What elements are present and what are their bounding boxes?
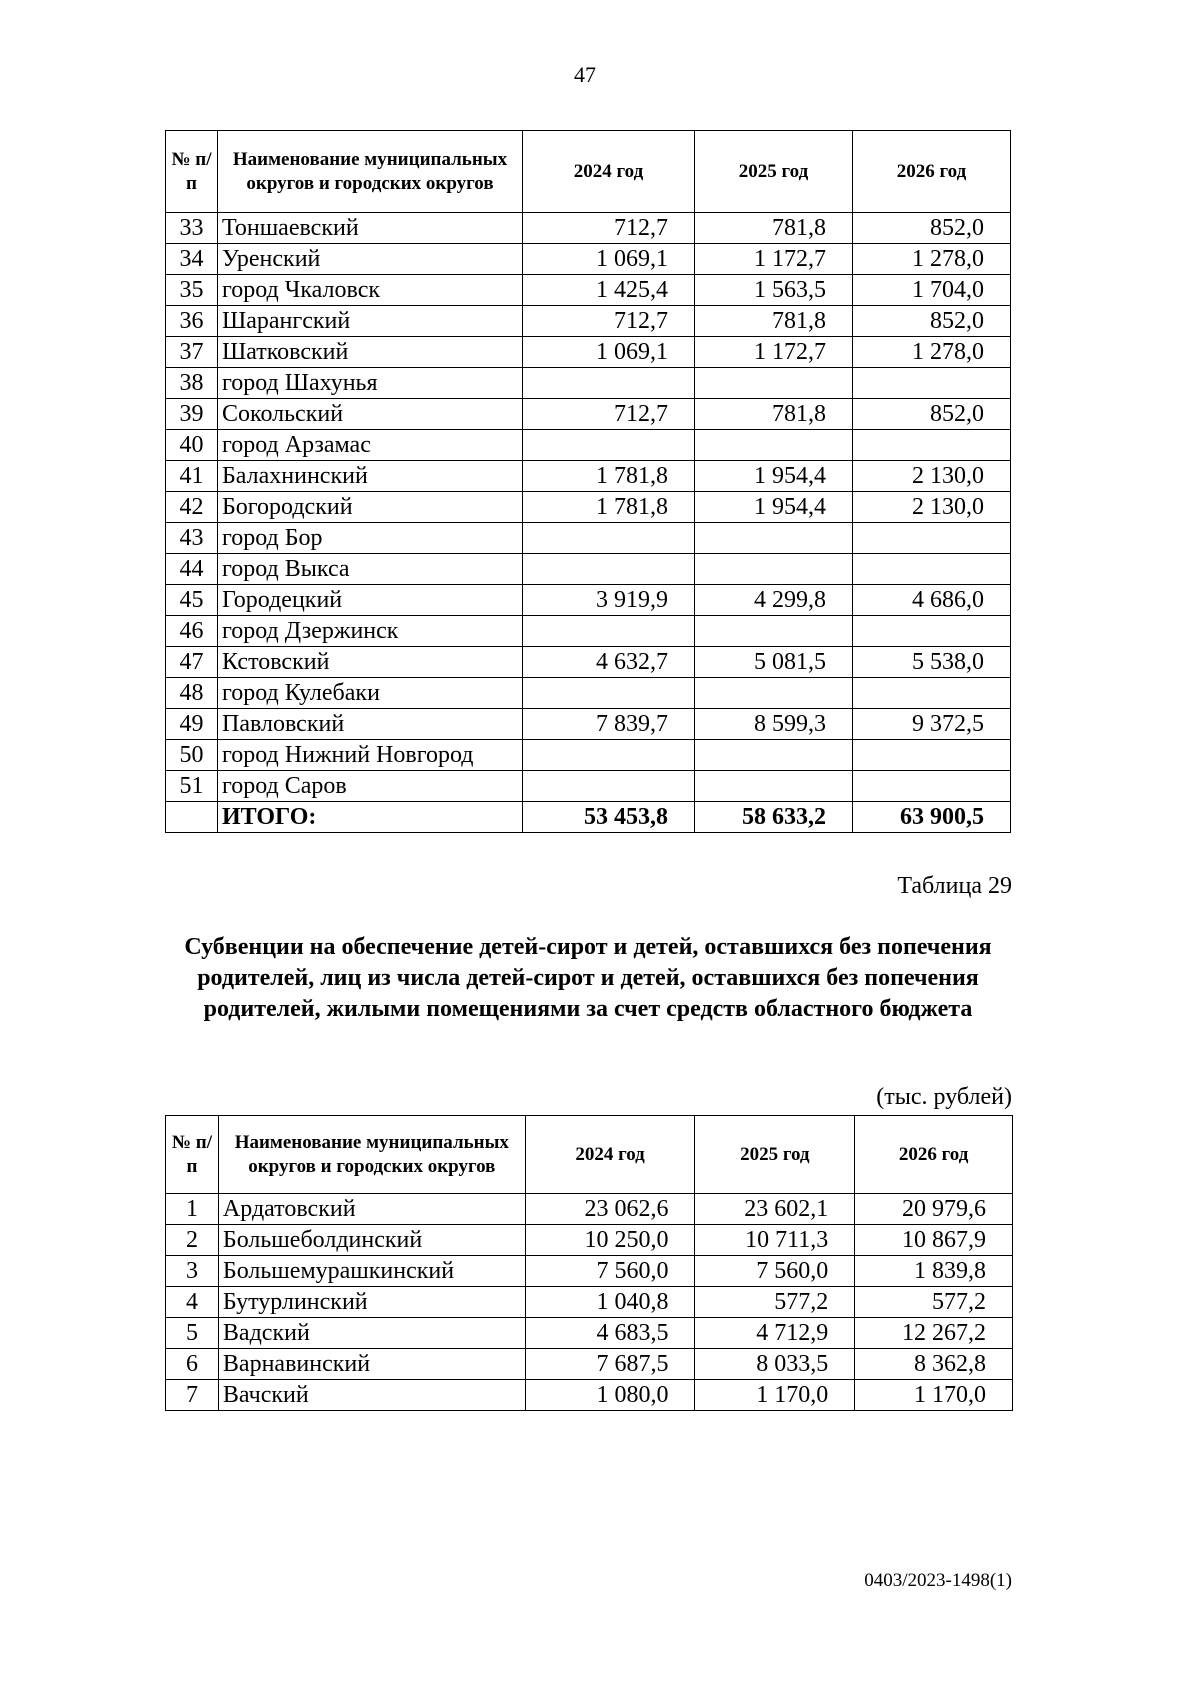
row-number: 47 — [166, 647, 218, 678]
value-2024: 1 040,8 — [525, 1287, 695, 1318]
row-number: 46 — [166, 616, 218, 647]
value-2024 — [523, 523, 695, 554]
district-name: Балахнинский — [218, 461, 523, 492]
table-row — [166, 1194, 1013, 1225]
page-number: 47 — [574, 62, 596, 87]
district-name: город Арзамас — [218, 430, 523, 461]
table-row — [166, 399, 1011, 430]
district-name: город Саров — [218, 771, 523, 802]
value-2026: 5 538,0 — [853, 647, 1011, 678]
row-number: 45 — [166, 585, 218, 616]
header-2024: 2024 год — [525, 1116, 695, 1194]
district-name: Сокольский — [218, 399, 523, 430]
district-name: Городецкий — [218, 585, 523, 616]
value-2024 — [523, 678, 695, 709]
value-2026: 1 278,0 — [853, 244, 1011, 275]
row-number: 38 — [166, 368, 218, 399]
district-name: Богородский — [218, 492, 523, 523]
units-label: (тыс. рублей) — [876, 1084, 1012, 1110]
value-2026: 852,0 — [853, 213, 1011, 244]
value-2025 — [695, 523, 853, 554]
value-2026: 852,0 — [853, 306, 1011, 337]
table-29 — [165, 1115, 1013, 1411]
district-name: Павловский — [218, 709, 523, 740]
value-2025: 5 081,5 — [695, 647, 853, 678]
value-2025 — [695, 771, 853, 802]
value-2025: 1 172,7 — [695, 244, 853, 275]
row-number: 49 — [166, 709, 218, 740]
table-continued — [165, 130, 1011, 833]
table-row — [166, 709, 1011, 740]
value-2024: 1 781,8 — [523, 461, 695, 492]
district-name: Большемурашкинский — [218, 1256, 525, 1287]
row-number: 34 — [166, 244, 218, 275]
district-name: город Шахунья — [218, 368, 523, 399]
header-2024: 2024 год — [523, 131, 695, 213]
district-name: Вачский — [218, 1380, 525, 1411]
value-2024: 7 687,5 — [525, 1349, 695, 1380]
row-number: 2 — [166, 1225, 219, 1256]
value-2024 — [523, 740, 695, 771]
table-row — [166, 213, 1011, 244]
value-2025: 781,8 — [695, 306, 853, 337]
value-2025: 8 599,3 — [695, 709, 853, 740]
value-2025: 781,8 — [695, 399, 853, 430]
total-row — [166, 802, 1011, 833]
row-number: 1 — [166, 1194, 219, 1225]
value-2025: 577,2 — [695, 1287, 855, 1318]
table-row — [166, 523, 1011, 554]
value-2026 — [853, 554, 1011, 585]
header-2026: 2026 год — [855, 1116, 1013, 1194]
table-row — [166, 771, 1011, 802]
header-num: № п/п — [166, 131, 218, 213]
table-row — [166, 244, 1011, 275]
district-name: Уренский — [218, 244, 523, 275]
value-2026: 1 170,0 — [855, 1380, 1013, 1411]
table-row — [166, 337, 1011, 368]
value-2026: 12 267,2 — [855, 1318, 1013, 1349]
row-number: 6 — [166, 1349, 219, 1380]
value-2026: 2 130,0 — [853, 492, 1011, 523]
district-name: Тоншаевский — [218, 213, 523, 244]
value-2024: 23 062,6 — [525, 1194, 695, 1225]
district-name: Бутурлинский — [218, 1287, 525, 1318]
district-name: город Дзержинск — [218, 616, 523, 647]
row-number: 42 — [166, 492, 218, 523]
district-name: Большеболдинский — [218, 1225, 525, 1256]
row-number: 50 — [166, 740, 218, 771]
value-2025: 23 602,1 — [695, 1194, 855, 1225]
value-2024: 4 632,7 — [523, 647, 695, 678]
value-2024: 3 919,9 — [523, 585, 695, 616]
value-2026: 1 839,8 — [855, 1256, 1013, 1287]
value-2026 — [853, 368, 1011, 399]
value-2025 — [695, 554, 853, 585]
value-2026: 9 372,5 — [853, 709, 1011, 740]
header-num: № п/п — [166, 1116, 219, 1194]
document-code: 0403/2023-1498(1) — [864, 1570, 1012, 1591]
value-2024 — [523, 430, 695, 461]
value-2024: 1 080,0 — [525, 1380, 695, 1411]
value-2024: 1 069,1 — [523, 244, 695, 275]
value-2024 — [523, 616, 695, 647]
value-2026 — [853, 678, 1011, 709]
value-2025 — [695, 368, 853, 399]
value-2024: 53 453,8 — [523, 802, 695, 833]
table-row — [166, 1318, 1013, 1349]
table-label: Таблица 29 — [897, 873, 1012, 899]
row-number: 40 — [166, 430, 218, 461]
row-number: 7 — [166, 1380, 219, 1411]
value-2025: 10 711,3 — [695, 1225, 855, 1256]
table-row — [166, 1349, 1013, 1380]
table-row — [166, 275, 1011, 306]
value-2026: 63 900,5 — [853, 802, 1011, 833]
row-number: 33 — [166, 213, 218, 244]
district-name: город Выкса — [218, 554, 523, 585]
table-row — [166, 1225, 1013, 1256]
row-number — [166, 802, 218, 833]
table-row — [166, 461, 1011, 492]
table-row — [166, 368, 1011, 399]
value-2025: 1 172,7 — [695, 337, 853, 368]
table-row — [166, 306, 1011, 337]
district-name: город Бор — [218, 523, 523, 554]
value-2025: 1 563,5 — [695, 275, 853, 306]
value-2024: 1 425,4 — [523, 275, 695, 306]
value-2026: 8 362,8 — [855, 1349, 1013, 1380]
value-2026: 10 867,9 — [855, 1225, 1013, 1256]
table-row — [166, 678, 1011, 709]
district-name: город Кулебаки — [218, 678, 523, 709]
value-2026: 852,0 — [853, 399, 1011, 430]
district-name: Шатковский — [218, 337, 523, 368]
table-row — [166, 647, 1011, 678]
value-2025 — [695, 678, 853, 709]
value-2024: 1 781,8 — [523, 492, 695, 523]
table-row — [166, 1287, 1013, 1318]
value-2025: 1 170,0 — [695, 1380, 855, 1411]
header-2025: 2025 год — [695, 131, 853, 213]
value-2025 — [695, 616, 853, 647]
table-title: Субвенции на обеспечение детей-сирот и детей, оставшихся без попечения родителей, лиц из числа детей-сирот и детей, оставшихся без попечения родителей, жилыми помещениями за счет средств областного бюджета — [184, 934, 992, 1022]
value-2025: 4 299,8 — [695, 585, 853, 616]
table-row — [166, 492, 1011, 523]
table-row — [166, 554, 1011, 585]
row-number: 5 — [166, 1318, 219, 1349]
value-2025: 58 633,2 — [695, 802, 853, 833]
value-2024: 7 839,7 — [523, 709, 695, 740]
row-number: 41 — [166, 461, 218, 492]
table-row — [166, 1380, 1013, 1411]
row-number: 36 — [166, 306, 218, 337]
value-2024: 4 683,5 — [525, 1318, 695, 1349]
value-2024 — [523, 368, 695, 399]
row-number: 48 — [166, 678, 218, 709]
table-row — [166, 740, 1011, 771]
table-row — [166, 585, 1011, 616]
value-2026: 1 704,0 — [853, 275, 1011, 306]
header-2026: 2026 год — [853, 131, 1011, 213]
header-name: Наименование муниципальных округов и городских округов — [218, 131, 523, 213]
value-2026 — [853, 523, 1011, 554]
value-2025 — [695, 430, 853, 461]
row-number: 3 — [166, 1256, 219, 1287]
value-2024: 1 069,1 — [523, 337, 695, 368]
value-2025: 8 033,5 — [695, 1349, 855, 1380]
table-row — [166, 616, 1011, 647]
district-name: ИТОГО: — [218, 802, 523, 833]
table-row — [166, 1256, 1013, 1287]
value-2026 — [853, 740, 1011, 771]
row-number: 51 — [166, 771, 218, 802]
value-2025 — [695, 740, 853, 771]
row-number: 4 — [166, 1287, 219, 1318]
value-2026: 2 130,0 — [853, 461, 1011, 492]
value-2024: 712,7 — [523, 213, 695, 244]
row-number: 37 — [166, 337, 218, 368]
value-2025: 781,8 — [695, 213, 853, 244]
value-2026 — [853, 616, 1011, 647]
value-2026: 4 686,0 — [853, 585, 1011, 616]
value-2025: 7 560,0 — [695, 1256, 855, 1287]
row-number: 39 — [166, 399, 218, 430]
value-2026: 1 278,0 — [853, 337, 1011, 368]
value-2024 — [523, 771, 695, 802]
value-2025: 1 954,4 — [695, 492, 853, 523]
row-number: 35 — [166, 275, 218, 306]
district-name: город Нижний Новгород — [218, 740, 523, 771]
district-name: Шарангский — [218, 306, 523, 337]
value-2024: 10 250,0 — [525, 1225, 695, 1256]
table-row — [166, 430, 1011, 461]
value-2024: 712,7 — [523, 306, 695, 337]
row-number: 44 — [166, 554, 218, 585]
district-name: Кстовский — [218, 647, 523, 678]
value-2026: 577,2 — [855, 1287, 1013, 1318]
value-2025: 4 712,9 — [695, 1318, 855, 1349]
value-2026: 20 979,6 — [855, 1194, 1013, 1225]
value-2025: 1 954,4 — [695, 461, 853, 492]
district-name: Ардатовский — [218, 1194, 525, 1225]
value-2026 — [853, 771, 1011, 802]
value-2024: 7 560,0 — [525, 1256, 695, 1287]
district-name: город Чкаловск — [218, 275, 523, 306]
header-name: Наименование муниципальных округов и городских округов — [218, 1116, 525, 1194]
value-2024: 712,7 — [523, 399, 695, 430]
value-2024 — [523, 554, 695, 585]
district-name: Варнавинский — [218, 1349, 525, 1380]
row-number: 43 — [166, 523, 218, 554]
header-2025: 2025 год — [695, 1116, 855, 1194]
value-2026 — [853, 430, 1011, 461]
district-name: Вадский — [218, 1318, 525, 1349]
